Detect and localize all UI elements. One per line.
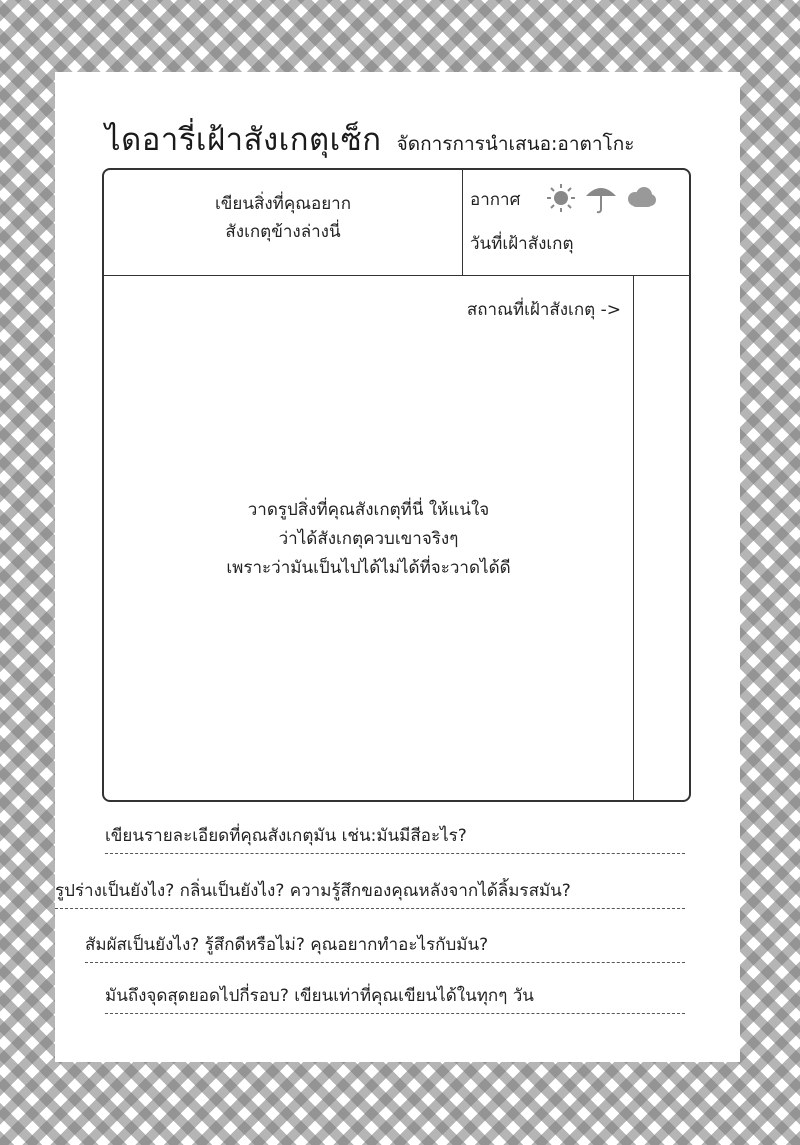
- divider: [104, 275, 689, 276]
- note-line[interactable]: รูปร่างเป็นยังไง? กลิ่นเป็นยังไง? ความรู้สึกของคุณหลังจากได้ลิ้มรสมัน?: [55, 877, 685, 909]
- drawing-area[interactable]: [104, 496, 633, 583]
- subject-prompt-line: เขียนสิ่งที่คุณอยาก: [214, 194, 352, 214]
- drawing-instruction-line: เพราะว่ามันเป็นไปได้ไม่ได้ที่จะวาดได้ดี: [226, 558, 511, 578]
- page-subtitle: จัดการการนำเสนอ:อาตาโกะ: [396, 133, 635, 155]
- page-title: ไดอารี่เฝ้าสังเกตุเซ็ก: [105, 122, 382, 158]
- weather-icons: [544, 182, 658, 214]
- note-line[interactable]: เขียนรายละเอียดที่คุณสังเกตุมัน เช่น:มันมีสีอะไร?: [105, 822, 685, 854]
- divider: [633, 275, 634, 800]
- divider: [462, 170, 463, 275]
- drawing-instruction-line: วาดรูปสิ่งที่คุณสังเกตุที่นี่ ให้แน่ใจ: [247, 500, 490, 520]
- observation-form: [102, 168, 691, 802]
- note-line[interactable]: มันถึงจุดสุดยอดไปกี่รอบ? เขียนเท่าที่คุณเขียนได้ในทุกๆ วัน: [105, 982, 685, 1014]
- cloud-icon[interactable]: [624, 185, 658, 211]
- diary-page: [55, 72, 740, 1062]
- subject-prompt-line: สังเกตุข้างล่างนี่: [225, 222, 341, 242]
- umbrella-icon[interactable]: [584, 182, 618, 214]
- note-line[interactable]: สัมผัสเป็นยังไง? รู้สึกดีหรือไม่? คุณอยากทำอะไรกับมัน?: [85, 931, 685, 963]
- place-label: สถาณที่เฝ้าสังเกตุ ->: [466, 300, 621, 320]
- title-row: [105, 114, 634, 164]
- weather-label: อากาศ: [470, 190, 521, 210]
- subject-field[interactable]: [104, 190, 462, 246]
- drawing-instruction-line: ว่าได้สังเกตุควบเขาจริงๆ: [278, 529, 459, 549]
- date-label: วันที่เฝ้าสังเกตุ: [470, 234, 574, 254]
- sun-icon[interactable]: [544, 183, 578, 213]
